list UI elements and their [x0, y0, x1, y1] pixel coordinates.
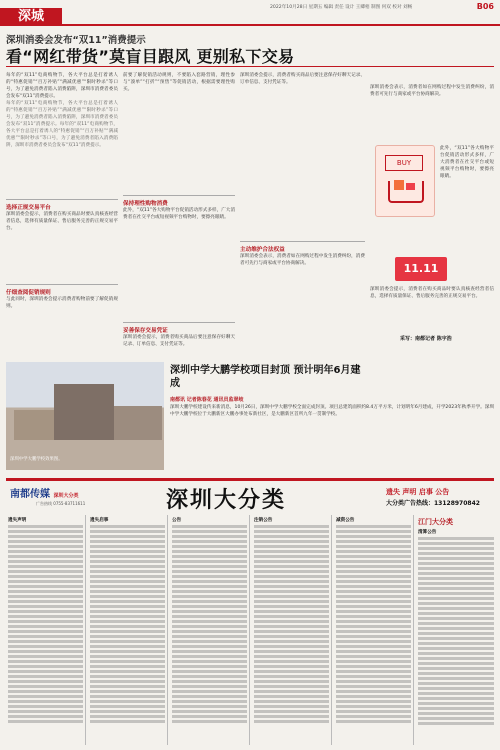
article2-title: 深圳中学大鹏学校项目封顶 预计明年6月建成 [170, 365, 361, 389]
classified-title: 深圳大分类 [166, 488, 287, 513]
school-photo [6, 362, 164, 470]
col4-para-2: 此外，“双11”各大购物平台促销活动形式多样，广大消费者在社交平台或短视频平台购物时，要擦亮眼睛。 [440, 146, 494, 179]
parcel-icon [394, 180, 404, 190]
classified-categories: 遗失 声明 启事 公告 [386, 488, 450, 496]
col3-subhead: 主动维护合法权益 [240, 247, 285, 253]
article-col-3 [240, 72, 365, 267]
page-number: B06 [476, 2, 494, 11]
ad-column: 遗失声明 [6, 515, 86, 745]
section-label: 深城 [0, 8, 62, 25]
col1-para-1: 深圳消委会提示，消费者在购买商品时要认真核查经营者信息，选择有质量保证、售后服务完善的正规交易平台。 [6, 212, 118, 231]
col2-para-2: 深圳消委会提示，消费者购买商品后要注意保存好聊天记录、订单信息、支付凭证等。 [123, 335, 235, 347]
divider [6, 66, 494, 67]
col2-subhead-1: 保持理性购物消费 [123, 201, 168, 207]
article-col-2 [123, 72, 235, 348]
parcel-icon-2 [406, 183, 415, 190]
classified-logo-sub: 广告热线 0755-83711611 [36, 501, 86, 506]
col2-subhead-2: 妥善保存交易凭证 [123, 328, 168, 334]
ad-column: 公告 [170, 515, 250, 745]
header-meta: 2022年10月28日 星期五 编辑 责任 设计 王卿梧 制图 何双 校对 刘畅 [270, 5, 413, 10]
article2-byline: 南都讯 记者陈春花 通讯员监翠岐 [170, 397, 244, 403]
col3-para-1: 深圳消委会表示，消费者如在网购过程中发生消费纠纷，消费者可先行与商家或平台协商解决。 [240, 254, 365, 266]
ad-column: 遗失启事 [88, 515, 168, 745]
double-eleven-badge: 11.11 [395, 257, 447, 281]
col4-para: 深圳消委会表示，消费者如在网购过程中发生消费纠纷，消费者可先行与商家或平台协商解决。 [370, 85, 494, 97]
photo-caption: 深圳中学大鹏学校效果图。 [10, 457, 63, 462]
col1-para-2: 与此同时，深圳消委会提示消费者购物前要了解促销规则。 [6, 297, 118, 309]
article-byline: 采写：南都记者 陈宇浩 [400, 336, 452, 342]
ad-column: 减资公告 [334, 515, 414, 745]
shopping-illustration [375, 145, 435, 217]
ad-column: 注销公告 [252, 515, 332, 745]
col1-filler: 每年的“双11”电商购物节，各大平台总是打着诱人的“特惠促销”“百万补贴”“满减优惠”“限时秒杀”等口号，为了避免消费者陷入消费陷阱，深圳市消费者委员会发布“双11”消费提示。每年的“双11”电商购物节，各大平台总是打着诱人的“特惠促销”“百万补贴”“满减优惠”“限时秒杀”等口号，为了避免消费者陷入消费陷阱，深圳市消费者委员会发布“双11”消费提示。 [6, 101, 118, 148]
article-kicker: 深圳消委会发布“双11”消费提示 [6, 35, 146, 46]
classified-header [6, 478, 494, 513]
buy-tag: BUY [385, 155, 423, 171]
article-title: 看“网红带货”莫盲目跟风 更别私下交易 [6, 47, 295, 66]
col4-para-3: 深圳消委会提示，消费者在购买商品时要认真核查经营者信息，选择有质量保证、售后服务完善的正规交易平台。 [370, 287, 494, 299]
col1-lead: 每年的“双11”电商购物节，各大平台总是打着诱人的“特惠促销”“百万补贴”“满减优惠”“限时秒杀”等口号，为了避免消费者陷入消费陷阱，深圳市消费者委员会发布“双11”消费提示。 [6, 73, 118, 99]
article2-body: 深圳大鹏学校建设传来新消息，10月26日，深圳中学大鹏学校全面完成封顶。项目总建筑面积约8.4万平方米，计划明年6月建成，开学2023年秋季开学。深圳中学大鹏学校位于大鹏新区大鹏办事处布新社区，是大鹏新区首所九年一贯制学校。 [170, 405, 494, 417]
col2-para-1: 此外，“双11”各大购物平台促销活动形式多样，广大消费者在社交平台或短视频平台购物时，要擦亮眼睛。 [123, 208, 235, 220]
col2-para: 前要了解促销活动规则，不要陷入套路营销，理性参与“凑单”“打折”“预售”等促销活动，根据需要理性购买。 [123, 73, 235, 92]
classified-hotline: 大分类广告热线：13128970842 [386, 500, 480, 507]
classified-logo: 南都传媒 深圳大分类 [10, 489, 79, 500]
col1-subhead-1: 选择正规交易平台 [6, 205, 51, 211]
col1-subhead-2: 仔细查阅促销规则 [6, 290, 51, 296]
article-col-1 [6, 72, 118, 310]
ad-column: 江门大分类 清算公告 [416, 515, 496, 745]
col3-para: 深圳消委会提示，消费者购买商品后要注意保存好聊天记录、订单信息、支付凭证等。 [240, 73, 365, 85]
